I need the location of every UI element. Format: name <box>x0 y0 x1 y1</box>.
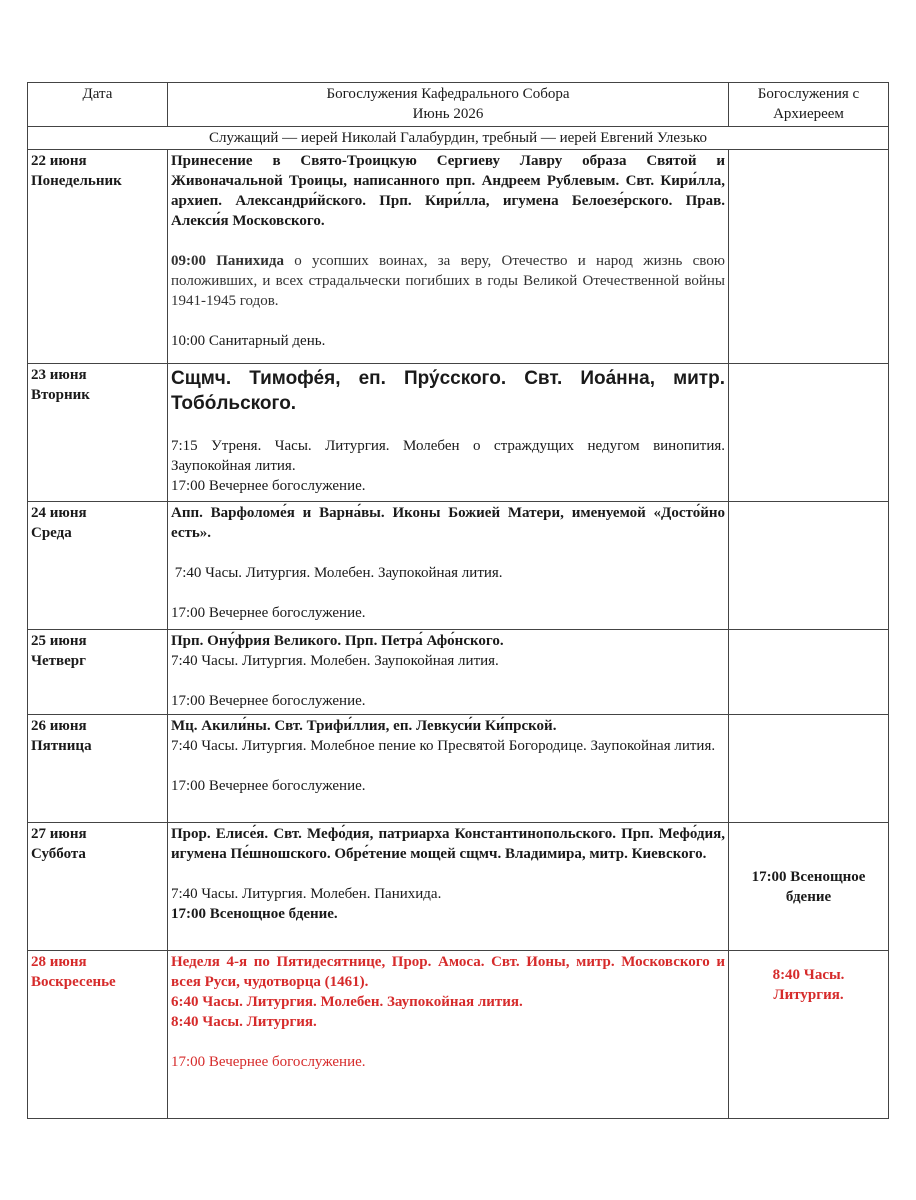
service-line: 7:40 Часы. Литургия. Молебен. Заупокойная лития. <box>171 653 499 669</box>
weekday: Четверг <box>31 653 86 669</box>
bishop-cell <box>729 364 889 502</box>
table-row-sunday <box>28 951 889 1119</box>
bishop-cell <box>729 502 889 630</box>
date: 24 июня <box>31 505 87 521</box>
service-line: 17:00 Вечернее богослужение. <box>171 1054 366 1070</box>
weekday: Воскресенье <box>31 974 116 990</box>
bishop-service-line1: 8:40 Часы. <box>772 967 845 983</box>
feast-text: Прор. Елисе́я. Свт. Мефо́дия, патриарха Константинопольского. Прп. Мефо́дия, игумена Пе́шношского. Обре́тение мощей сщмч. Владимира, митр. Киевского. <box>171 826 725 862</box>
feast-text: Неделя 4-я по Пятидесятнице, Прор. Амоса. Свт. Ионы, митр. Московского и всея Руси, чудотворца (1461). <box>171 954 725 990</box>
services-cell <box>168 630 729 715</box>
services-cell <box>168 502 729 630</box>
header-bishop <box>729 83 889 127</box>
service-line: 7:15 Утреня. Часы. Литургия. Молебен о страждущих недугом винопития. Заупокойная лития. <box>171 438 725 474</box>
feast-text: Сщмч. Тимофе́я, еп. Пру́сского. Свт. Иоа́нна, митр. Тобо́льского. <box>171 368 725 414</box>
date: 22 июня <box>31 153 87 169</box>
feast-text: Принесение в Свято-Троицкую Сергиеву Лавру образа Святой и Живоначальной Троицы, написанного прп. Андреем Рублевым. Свт. Кири́лла, архиеп. Александри́йского. Прп. Кири́лла, игумена Белоезе́рского. Прав. Алекси́я Московского. <box>171 153 725 229</box>
date-cell <box>28 502 168 630</box>
header-month: Июнь 2026 <box>412 106 484 122</box>
serving-clergy-row <box>28 127 889 150</box>
service-line: 10:00 Санитарный день. <box>171 333 326 349</box>
services-cell <box>168 364 729 502</box>
service-line: 17:00 Вечернее богослужение. <box>171 605 366 621</box>
service-line: 17:00 Вечернее богослужение. <box>171 478 366 494</box>
services-cell <box>168 150 729 364</box>
date: 28 июня <box>31 954 87 970</box>
panikhida-line <box>171 251 725 311</box>
table-row <box>28 502 889 630</box>
bishop-cell <box>729 951 889 1119</box>
date: 27 июня <box>31 826 87 842</box>
service-line: 17:00 Вечернее богослужение. <box>171 693 366 709</box>
date: 23 июня <box>31 367 87 383</box>
bishop-service-line1: 17:00 Всенощное <box>751 868 866 885</box>
weekday: Суббота <box>31 846 86 862</box>
feast-text: Мц. Акили́ны. Свт. Трифи́ллия, еп. Левкуси́и Ки́прской. <box>171 718 557 734</box>
feast-text: Апп. Варфоломе́я и Варна́вы. Иконы Божией Матери, именуемой «Досто́йно есть». <box>171 505 725 541</box>
bishop-service-line2: бдение <box>785 888 832 905</box>
header-bishop-line2: Архиереем <box>773 106 844 122</box>
bishop-service-line2: Литургия. <box>773 987 844 1003</box>
bishop-cell <box>729 150 889 364</box>
bishop-cell <box>729 715 889 823</box>
table-row <box>28 823 889 951</box>
schedule-table <box>27 82 889 1119</box>
date-cell <box>28 823 168 951</box>
service-line: 8:40 Часы. Литургия. <box>171 1014 317 1030</box>
table-row <box>28 150 889 364</box>
date-cell <box>28 630 168 715</box>
weekday: Понедельник <box>31 173 122 189</box>
bishop-cell <box>729 823 889 951</box>
table-row <box>28 364 889 502</box>
service-line: 7:40 Часы. Литургия. Молебен. Заупокойная лития. <box>171 565 503 581</box>
table-row <box>28 715 889 823</box>
date-cell <box>28 951 168 1119</box>
bishop-cell <box>729 630 889 715</box>
date-cell <box>28 715 168 823</box>
header-services-title: Богослужения Кафедрального Собора <box>326 86 570 102</box>
feast-text: Прп. Ону́фрия Великого. Прп. Петра́ Афо́нского. <box>171 633 504 649</box>
date: 26 июня <box>31 718 87 734</box>
services-cell <box>168 951 729 1119</box>
service-line: 17:00 Вечернее богослужение. <box>171 778 366 794</box>
panikhida-time: 09:00 Панихида <box>171 253 284 269</box>
services-cell <box>168 715 729 823</box>
date-cell <box>28 150 168 364</box>
weekday: Вторник <box>31 387 90 403</box>
weekday: Среда <box>31 525 72 541</box>
weekday: Пятница <box>31 738 92 754</box>
services-cell <box>168 823 729 951</box>
panikhida-text: о усопших воинах, за веру, Отечество и народ жизнь свою положивших, и всех страдальчески погибших в годы Великой Отечественной войны 1941-1945 годов. <box>171 253 725 309</box>
service-line: 7:40 Часы. Литургия. Молебное пение ко Пресвятой Богородице. Заупокойная лития. <box>171 738 716 754</box>
date: 25 июня <box>31 633 87 649</box>
service-line: 7:40 Часы. Литургия. Молебен. Панихида. <box>171 886 442 902</box>
service-line: 6:40 Часы. Литургия. Молебен. Заупокойная лития. <box>171 994 523 1010</box>
header-services <box>168 83 729 127</box>
date-cell <box>28 364 168 502</box>
table-row <box>28 630 889 715</box>
serving-clergy: Служащий — иерей Николай Галабурдин, требный — иерей Евгений Улезько <box>28 127 889 150</box>
vigil-line: 17:00 Всенощное бдение. <box>171 906 338 922</box>
header-date: Дата <box>28 83 168 127</box>
table-header-row <box>28 83 889 127</box>
header-bishop-line1: Богослужения с <box>757 86 860 102</box>
